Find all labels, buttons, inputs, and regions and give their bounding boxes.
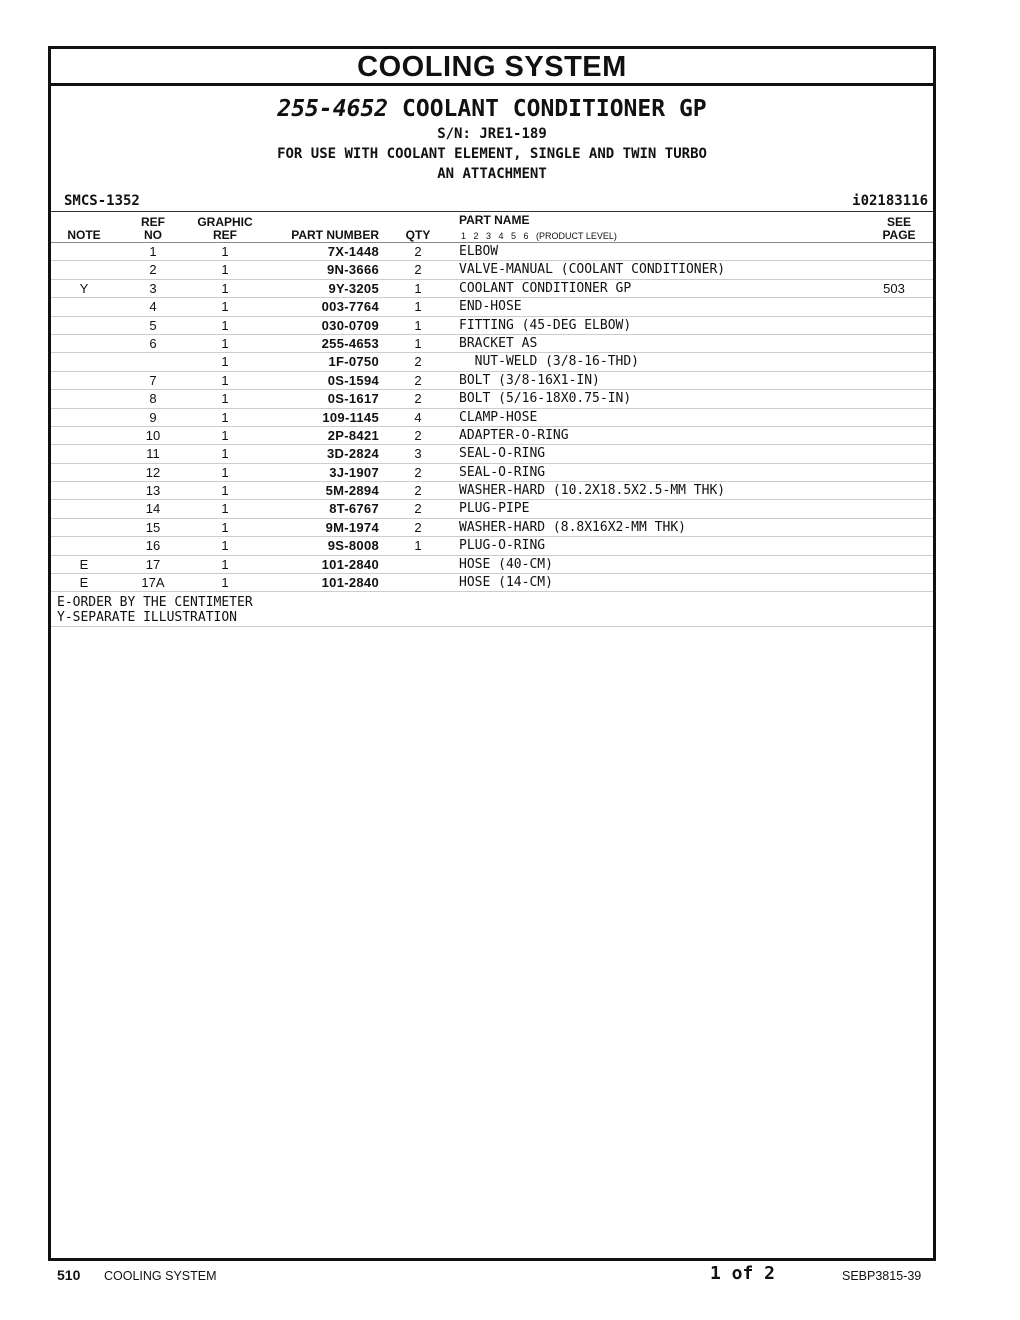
note-e: E-ORDER BY THE CENTIMETER [57, 595, 253, 611]
row-qty: 2 [414, 244, 422, 259]
row-ref-no: 10 [145, 427, 161, 443]
row-part-name: ELBOW [459, 244, 499, 259]
row-part-number: 101-2840 [321, 575, 379, 591]
header-see-top: SEE [886, 215, 911, 229]
table-row [51, 243, 933, 261]
row-qty: 3 [414, 446, 422, 462]
row-qty: 2 [414, 519, 422, 535]
row-ref-no: 8 [149, 391, 157, 407]
group-part-number: 255-4652 [277, 96, 389, 122]
row-qty: 2 [414, 262, 422, 278]
row-note: E [79, 575, 89, 591]
row-part-name: END-HOSE [459, 299, 522, 315]
parts-table [51, 243, 933, 592]
table-row [51, 372, 933, 390]
row-part-number: 5M-2894 [325, 483, 379, 499]
table-row [51, 464, 933, 482]
table-row [51, 317, 933, 335]
row-part-number: 109-1145 [322, 409, 379, 425]
row-ref-no: 7 [149, 372, 157, 388]
row-part-name: COOLANT CONDITIONER GP [459, 280, 632, 296]
row-ref-no: 14 [145, 501, 161, 517]
row-part-number: 030-0709 [321, 317, 379, 333]
row-part-number: 9N-3666 [327, 262, 379, 278]
row-qty: 2 [414, 483, 422, 499]
row-graphic-ref: 1 [221, 317, 229, 333]
row-part-number: 0S-1594 [327, 372, 379, 388]
row-part-number: 9M-1974 [325, 519, 379, 535]
row-ref-no: 16 [145, 538, 161, 554]
row-qty: 2 [414, 354, 422, 370]
footer-doc-id: SEBP3815-39 [842, 1269, 922, 1283]
row-graphic-ref: 1 [221, 556, 229, 572]
row-part-name: SEAL-O-RING [459, 464, 546, 480]
header-graphic-bottom: REF [213, 228, 237, 242]
row-qty: 2 [414, 427, 422, 443]
group-title [51, 94, 933, 124]
table-row [51, 427, 933, 445]
serial-number: S/N: JRE1-189 [437, 126, 547, 142]
row-graphic-ref: 1 [221, 299, 229, 315]
row-part-name: BRACKET AS [459, 335, 538, 351]
row-note: E [79, 556, 89, 572]
row-graphic-ref: 1 [221, 501, 229, 517]
row-part-name: HOSE (14-CM) [459, 575, 553, 591]
row-part-name: HOSE (40-CM) [459, 556, 553, 572]
row-part-name: FITTING (45-DEG ELBOW) [459, 317, 632, 333]
row-qty: 1 [414, 280, 422, 296]
header-graphic-top: GRAPHIC [197, 215, 253, 229]
row-part-name: VALVE-MANUAL (COOLANT CONDITIONER) [459, 262, 726, 278]
page-frame [48, 46, 936, 1261]
row-note: Y [79, 280, 89, 296]
footer-page-number: 510 [57, 1267, 81, 1283]
row-graphic-ref: 1 [221, 446, 229, 462]
group-name: COOLANT CONDITIONER GP [402, 96, 707, 122]
row-qty: 4 [414, 409, 422, 425]
row-part-number: 8T-6767 [329, 501, 379, 517]
row-part-name: SEAL-O-RING [459, 446, 546, 462]
row-ref-no: 12 [145, 464, 161, 480]
usage-note: FOR USE WITH COOLANT ELEMENT, SINGLE AND TWIN TURBO [277, 146, 707, 162]
row-graphic-ref: 1 [221, 280, 229, 296]
row-qty: 1 [414, 317, 422, 333]
table-row [51, 445, 933, 463]
row-qty: 2 [414, 501, 422, 517]
smcs-row [51, 191, 933, 212]
row-graphic-ref: 1 [221, 335, 229, 351]
row-graphic-ref: 1 [221, 575, 229, 591]
row-part-name: BOLT (5/16-18X0.75-IN) [459, 391, 632, 407]
row-graphic-ref: 1 [221, 391, 229, 407]
row-ref-no: 1 [149, 244, 157, 259]
row-part-name: BOLT (3/8-16X1-IN) [459, 372, 600, 388]
table-row [51, 280, 933, 298]
smcs-code: SMCS-1352 [64, 193, 140, 209]
row-ref-no: 17 [145, 556, 161, 572]
footer-page-of: 1 of 2 [710, 1263, 776, 1284]
row-qty: 2 [414, 464, 422, 480]
footer-section: COOLING SYSTEM [104, 1269, 217, 1283]
row-part-number: 255-4653 [321, 335, 379, 351]
row-qty: 2 [414, 391, 422, 407]
row-graphic-ref: 1 [221, 262, 229, 278]
header-see-bottom: PAGE [882, 228, 916, 242]
row-part-number: 003-7764 [321, 299, 379, 315]
attachment-type: AN ATTACHMENT [437, 166, 547, 182]
header-ref-bottom: NO [144, 228, 162, 242]
table-row [51, 574, 933, 592]
row-part-number: 7X-1448 [327, 244, 379, 259]
row-graphic-ref: 1 [221, 538, 229, 554]
table-row [51, 537, 933, 555]
row-part-number: 0S-1617 [327, 391, 379, 407]
row-see-page: 503 [883, 280, 905, 296]
header-part-name: PART NAME [459, 213, 530, 227]
row-graphic-ref: 1 [221, 427, 229, 443]
row-ref-no: 9 [149, 409, 157, 425]
row-graphic-ref: 1 [221, 244, 229, 259]
row-part-name: WASHER-HARD (10.2X18.5X2.5-MM THK) [459, 483, 726, 499]
row-part-name: CLAMP-HOSE [459, 409, 538, 425]
row-ref-no: 11 [146, 446, 160, 462]
row-ref-no: 6 [149, 335, 157, 351]
header-product-level: 1 2 3 4 5 6 (PRODUCT LEVEL) [461, 231, 617, 241]
row-ref-no: 15 [145, 519, 161, 535]
table-row [51, 390, 933, 408]
row-part-name: PLUG-O-RING [459, 538, 546, 554]
row-part-name: ADAPTER-O-RING [459, 427, 569, 443]
page-footer [0, 1262, 1020, 1292]
illustration-id: i02183116 [852, 193, 928, 209]
row-part-name: WASHER-HARD (8.8X16X2-MM THK) [459, 519, 686, 535]
row-part-number: 9Y-3205 [328, 280, 379, 296]
header-ref-top: REF [141, 215, 165, 229]
row-ref-no: 4 [149, 299, 157, 315]
row-part-number: 3J-1907 [329, 464, 379, 480]
table-row [51, 261, 933, 279]
row-ref-no: 5 [149, 317, 157, 333]
notes-block [51, 592, 933, 627]
note-y: Y-SEPARATE ILLUSTRATION [57, 610, 238, 626]
table-row [51, 556, 933, 574]
row-graphic-ref: 1 [221, 409, 229, 425]
section-title: COOLING SYSTEM [51, 49, 933, 86]
table-row [51, 482, 933, 500]
header-part-number: PART NUMBER [291, 228, 379, 242]
row-ref-no: 17A [141, 575, 165, 591]
header-note: NOTE [67, 228, 101, 242]
table-row [51, 519, 933, 537]
row-part-name: NUT-WELD (3/8-16-THD) [459, 354, 640, 370]
row-part-name: PLUG-PIPE [459, 501, 530, 517]
row-ref-no: 13 [145, 483, 161, 499]
row-part-number: 9S-8008 [327, 538, 379, 554]
row-ref-no: 3 [149, 280, 157, 296]
row-ref-no: 2 [149, 262, 157, 278]
row-part-number: 2P-8421 [327, 427, 379, 443]
row-graphic-ref: 1 [221, 354, 229, 370]
table-row [51, 353, 933, 371]
row-part-number: 1F-0750 [328, 354, 379, 370]
header-qty: QTY [405, 228, 431, 242]
row-graphic-ref: 1 [221, 519, 229, 535]
table-row [51, 298, 933, 316]
table-header [51, 212, 933, 243]
row-qty: 1 [414, 538, 422, 554]
row-qty: 2 [414, 372, 422, 388]
row-part-number: 101-2840 [321, 556, 379, 572]
row-graphic-ref: 1 [221, 483, 229, 499]
row-part-number: 3D-2824 [327, 446, 379, 462]
table-row [51, 335, 933, 353]
row-graphic-ref: 1 [221, 464, 229, 480]
table-row [51, 409, 933, 427]
row-graphic-ref: 1 [221, 372, 229, 388]
row-qty: 1 [414, 299, 422, 315]
table-row [51, 500, 933, 518]
row-qty: 1 [414, 335, 422, 351]
